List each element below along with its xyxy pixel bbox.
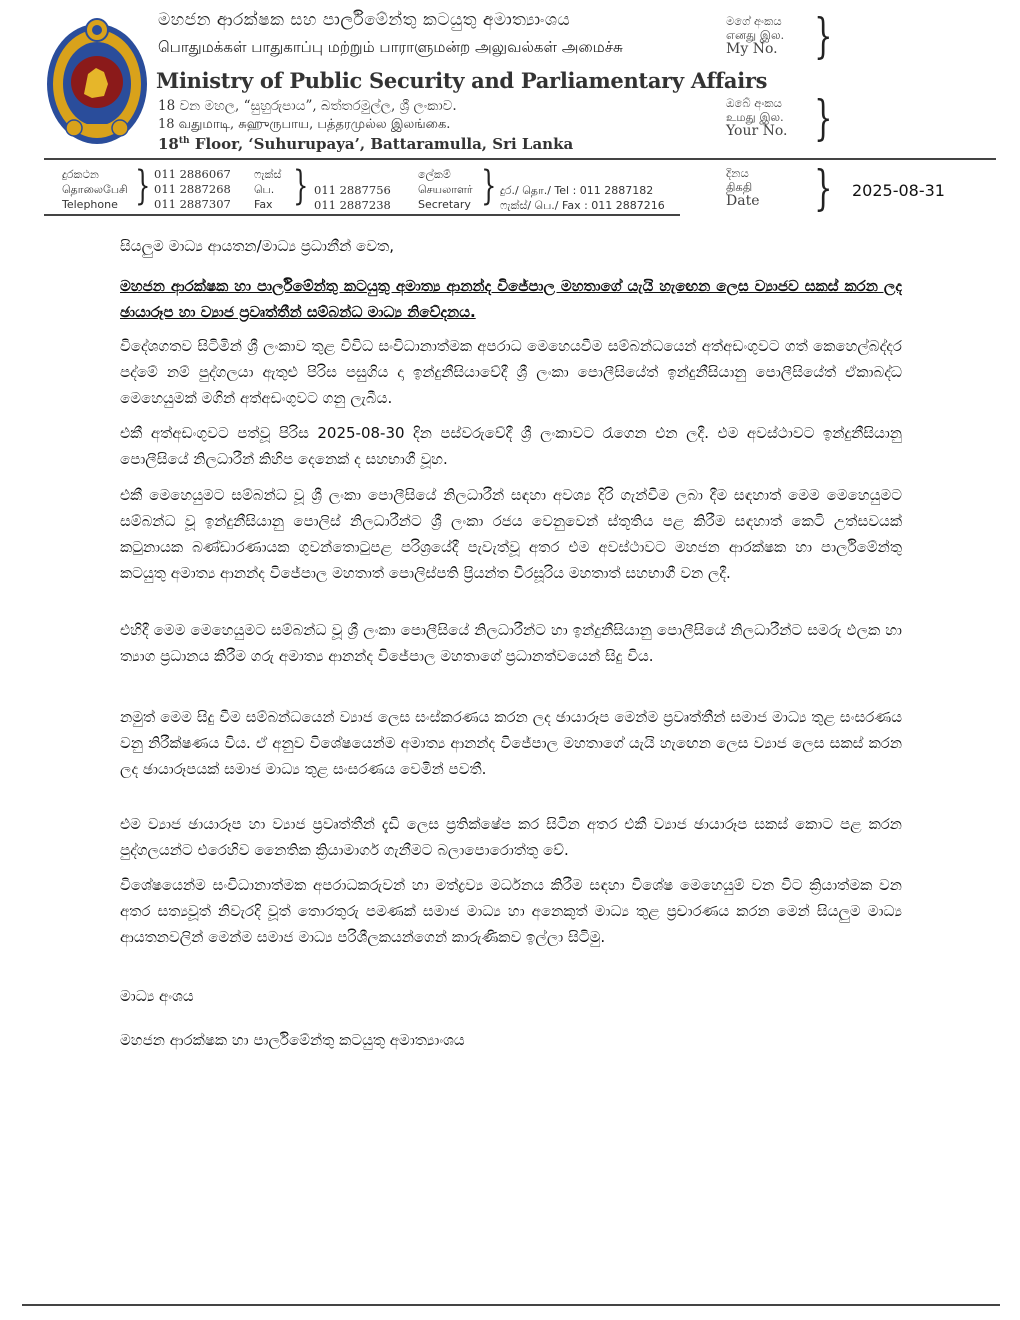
paragraph: විශේෂයෙන්ම සංවිධානාත්මක අපරාධකරුවන් හා මත්ද්‍රව්‍ය මර්ධනය කිරීම සඳහා විශේෂ මෙහෙයුම් වන විට ක්‍රියාත්මක වන අතර සත්‍යවූත් නිවැරදි වූත් තොරතුරු පමණක් සමාජ මාධ්‍ය හා අනෙකුත් මාධ්‍ය තුළ ප්‍රචාරණය කරන මෙන් සියලුම මාධ්‍ය ආයතනවලින් මෙන්ම සමාජ මාධ්‍ය පරිශීලකයන්ගෙන් කාරුණිකව ඉල්ලා සිටිමු.: [120, 876, 902, 946]
ministry-name-english: Ministry of Public Security and Parliamentary Affairs: [156, 68, 768, 93]
telephone-label: දුරකථන தொலைபேசி Telephone: [62, 168, 128, 211]
notice-title: මහජන ආරක්ෂක හා පාර්ලිමේන්තු කටයුතු අමාත්‍ය ආනන්ද විජේපාල මහතාගේ යැයි හැඟෙන ලෙස ව්‍යාජව සකස් කරන ලද ඡායාරූප හා ව්‍යාජ ප්‍රවෘත්තීන් සම්බන්ධ මාධ්‍ය නිවේදනය.: [120, 277, 902, 321]
sri-lanka-emblem-icon: [44, 12, 150, 146]
address-tamil: 18 வதுமாடி, சுஹுருபாய, பத்தரமுல்ல இலங்கை.: [158, 117, 451, 132]
fax-numbers: 011 2887756 011 2887238: [314, 183, 391, 212]
secretary-contacts: දුර./ தொ./ Tel : 011 2887182 ෆැක්ස්/ பெ./ Fax : 011 2887216: [500, 184, 665, 212]
brace-icon: }: [135, 163, 151, 209]
address-english: 18th Floor, ‘Suhurupaya’, Battaramulla, Sri Lanka: [158, 135, 574, 153]
telephone-numbers: 011 2886067 011 2887268 011 2887307: [154, 167, 231, 211]
my-number-label: මගේ අංකය எனது இல. My No.: [726, 14, 785, 57]
fax-label: ෆැක්ස් பெ. Fax: [254, 168, 282, 211]
brace-icon: }: [814, 8, 833, 64]
brace-icon: }: [481, 163, 497, 209]
brace-icon: }: [814, 160, 833, 216]
contact-divider: [44, 214, 680, 216]
signoff-ministry: මහජන ආරක්ෂක හා පාර්ලිමේන්තු කටයුතු අමාත්‍යාංශය: [120, 1031, 465, 1049]
paragraph: විදේශගතව සිටිමින් ශ්‍රී ලංකාව තුළ විවිධ සංවිධානාත්මක අපරාධ මෙහෙයවීම සම්බන්ධයෙන් අත්අඩංගුවට ගත් කෙහෙල්බද්දර පද්මේ නම් පුද්ගලයා ඇතුළු පිරිස පසුගිය දා ඉන්දුනීසියාවේදී ශ්‍රී ලංකා පොලීසියේත් ඉන්දුනීසියානු පොලීසියේත් ඒකාබද්ධ මෙහෙයුමක් මගින් අත්අඩංගුවට ගනු ලැබීය.: [120, 337, 902, 407]
paragraph: එහිදී මෙම මෙහෙයුමට සම්බන්ධ වූ ශ්‍රී ලංකා පොලීසියේ නිලධාරීන්ට හා ඉන්දුනීසියානු පොලීසියේ නිලධාරීන්ට සමරු ඵලක හා ත්‍යාග ප්‍රධානය කිරීම ගරු අමාත්‍ය ආනන්ද විජේපාල මහතාගේ ප්‍රධානත්වයෙන් සිදු විය.: [120, 621, 902, 665]
paragraph: එම ව්‍යාජ ඡායාරූප හා ව්‍යාජ ප්‍රවෘත්තීන් දැඩි ලෙස ප්‍රතික්ෂේප කර සිටින අතර එකී ව්‍යාජ ඡායාරූප සකස් කොට පළ කරන පුද්ගලයන්ට එරෙහිව නෛතික ක්‍රියාමාර්ග ගැනීමට බලාපොරොත්තු වේ.: [120, 815, 902, 859]
paragraph: එකී අත්අඩංගුවට පත්වූ පිරිස 2025-08-30 දින පස්වරුවේදී ශ්‍රී ලංකාවට රැගෙන එන ලදී. එම අවස්ථාවට ඉන්දුනීසියානු පොලීසියේ නිලධාරීන් කිහිප දෙනෙක් ද සහභාගී වූහ.: [120, 424, 902, 468]
paragraph: එකී මෙහෙයුමට සම්බන්ධ වූ ශ්‍රී ලංකා පොලීසියේ නිලධාරීන් සඳහා අවශ්‍ය දිරි ගැන්වීම ලබා දීම සඳහාත් මෙම මෙහෙයුමට සම්බන්ධ වූ ඉන්දුනීසියානු පොලිස් නිලධාරීන්ට ශ්‍රී ලංකා රජය වෙනුවෙන් ස්තූතිය පළ කිරීම සඳහාත් කෙටි උත්සවයක් කටුනායක බණ්ඩාරණායක ගුවන්තොටුපළ පරිශ්‍රයේදී පැවැත්වූ අතර එම අවස්ථාවට මහජන ආරක්ෂක හා පාර්ලිමේන්තු කටයුතු අමාත්‍ය ආනන්ද විජේපාල මහතාත් පොලිස්පති ප්‍රියන්ත වීරසූරිය මහතාත් සහභාගී වන ලදී.: [120, 486, 902, 582]
signoff-unit: මාධ්‍ය අංශය: [120, 987, 194, 1005]
ministry-name-tamil: பொதுமக்கள் பாதுகாப்பு மற்றும் பாராளுமன்ற அலுவல்கள் அமைச்சு: [158, 38, 623, 56]
date-label: දිනය திகதி Date: [726, 166, 760, 209]
secretary-label: ලේකම් செயலாளர் Secretary: [418, 168, 473, 211]
footer-divider: [22, 1304, 1000, 1306]
date-value: 2025-08-31: [852, 181, 945, 200]
paragraph: නමුත් මෙම සිදු වීම සම්බන්ධයෙන් ව්‍යාජ ලෙස සංස්කරණය කරන ලද ඡායාරූප මෙන්ම ප්‍රවෘත්තීන් සමාජ මාධ්‍ය තුළ සංසරණය වනු නිරීක්ෂණය විය. ඒ අනුව විශේෂයෙන්ම අමාත්‍ය ආනන්ද විජේපාල මහතාගේ යැයි හැඟෙන ලෙස ව්‍යාජ ලෙස සකස් කරන ලද ඡායාරූපයක් සමාජ මාධ්‍ය තුළ සංසරණය වෙමින් පවතී.: [120, 708, 902, 778]
ministry-name-sinhala: මහජන ආරක්ෂක සහ පාර්ලිමේන්තු කටයුතු අමාත්‍යාංශය: [158, 10, 571, 30]
brace-icon: }: [293, 163, 309, 209]
salutation: සියලුම මාධ්‍ය ආයතන/මාධ්‍ය ප්‍රධානීන් වෙත,: [120, 237, 394, 255]
your-number-label: ඔබේ අංකය உமது இல. Your No.: [726, 96, 788, 139]
address-sinhala: 18 වන මහල, “සුහුරුපාය”, බත්තරමුල්ල, ශ්‍රී ලංකාව.: [158, 98, 457, 114]
header-divider: [44, 158, 996, 160]
brace-icon: }: [814, 90, 833, 146]
